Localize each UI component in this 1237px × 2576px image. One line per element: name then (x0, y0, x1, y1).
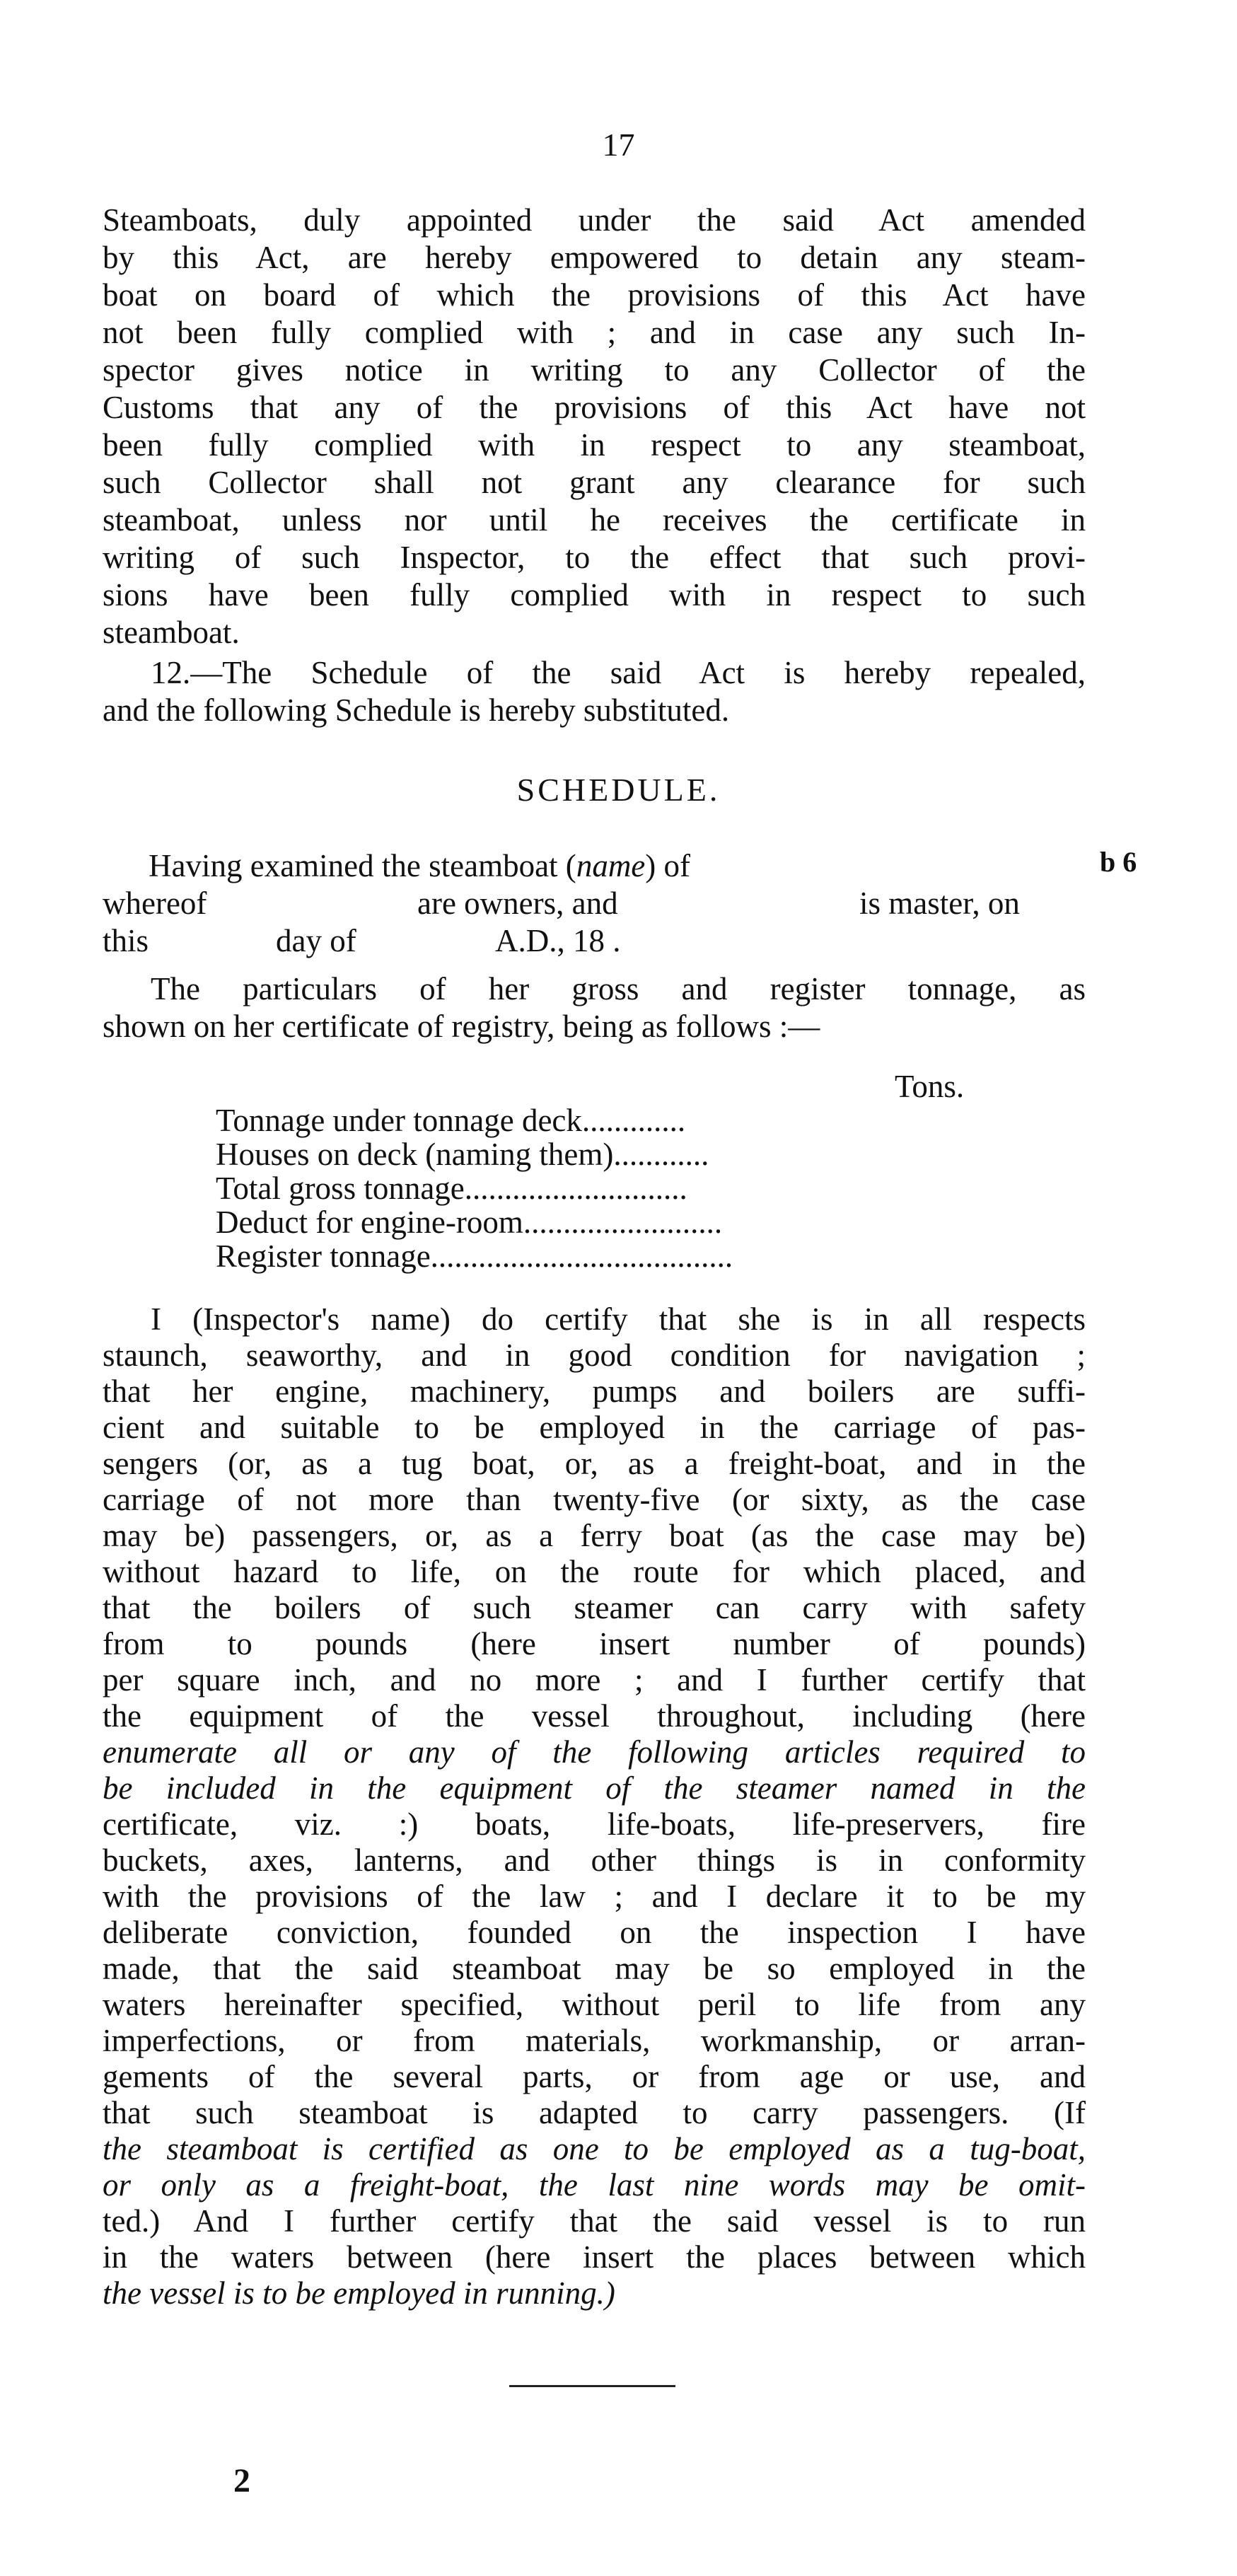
text-line: buckets, axes, lanterns, and other things is in conformity (103, 1843, 1086, 1878)
text-line: The particulars of her gross and register tonnage, as (151, 971, 1086, 1006)
text-line: cient and suitable to be employed in the carriage of pas- (103, 1410, 1086, 1445)
text-line: I (Inspector's name) do certify that she is in all respects (151, 1301, 1086, 1337)
text-line: waters hereinafter specified, without peril to life from any (103, 1987, 1086, 2022)
text-line: steamboat. (103, 615, 240, 650)
text-line: shown on her certificate of registry, being as follows :— (103, 1009, 820, 1044)
text-line: imperfections, or from materials, workmanship, or arran- (103, 2023, 1086, 2058)
text-line: the steamboat is certified as one to be employed as a tug-boat, (103, 2131, 1086, 2166)
text-line: ted.) And I further certify that the said vessel is to run (103, 2203, 1086, 2239)
tonnage-item: Houses on deck (naming them)............ (216, 1137, 709, 1172)
text-line: Steamboats, duly appointed under the said Act amended (103, 202, 1086, 238)
text-line: by this Act, are hereby empowered to detain any steam- (103, 240, 1086, 275)
text-line: such Collector shall not grant any clearance for such (103, 465, 1086, 500)
text-line: made, that the said steamboat may be so employed in the (103, 1951, 1086, 1986)
text-line: that such steamboat is adapted to carry passengers. (If (103, 2095, 1086, 2130)
form-text: Having examined the steamboat ( (149, 848, 576, 883)
text-line: may be) passengers, or, as a ferry boat (as the case may be) (103, 1518, 1086, 1553)
text-line: boat on board of which the provisions of this Act have (103, 277, 1086, 313)
text-line: steamboat, unless nor until he receives the certificate in (103, 502, 1086, 538)
tonnage-list (216, 1103, 733, 1273)
section-12 (103, 654, 1086, 729)
text-line: sions have been fully complied with in respect to such (103, 577, 1086, 613)
text-line: enumerate all or any of the following articles required to (103, 1734, 1086, 1770)
form-text: this (103, 923, 149, 958)
divider-rule (509, 2385, 675, 2387)
form-text: day of (276, 923, 356, 958)
tonnage-item: Register tonnage...................................... (216, 1238, 733, 1274)
text-line: writing of such Inspector, to the effect that such provi- (103, 540, 1086, 575)
text-line: and the following Schedule is hereby substituted. (103, 692, 730, 728)
text-line: spector gives notice in writing to any Collector of the (103, 352, 1086, 388)
text-line: with the provisions of the law ; and I declare it to be my (103, 1879, 1086, 1914)
tonnage-item: Deduct for engine-room......................... (216, 1205, 723, 1240)
text-line: certificate, viz. :) boats, life-boats, life-preservers, fire (103, 1806, 1086, 1842)
page-number: 17 (602, 127, 635, 163)
certification-paragraph (103, 1301, 1086, 2311)
text-line: or only as a freight-boat, the last nine words may be omit- (103, 2167, 1086, 2203)
text-line: sengers (or, as a tug boat, or, as a freight-boat, and in the (103, 1446, 1086, 1481)
form-text: is master, on (859, 886, 1020, 921)
margin-note: b 6 (1100, 846, 1137, 878)
text-line: that her engine, machinery, pumps and boilers are suffi- (103, 1374, 1086, 1409)
placeholder-name: name (576, 848, 646, 883)
text-line: Customs that any of the provisions of this Act have not (103, 390, 1086, 425)
form-text: A.D., 18 . (495, 923, 621, 958)
text-line: carriage of not more than twenty-five (or sixty, as the case (103, 1482, 1086, 1517)
form-text: whereof (103, 886, 207, 921)
section-11-continued (103, 202, 1086, 651)
text-line: gements of the several parts, or from age or use, and (103, 2059, 1086, 2094)
tonnage-item: Total gross tonnage............................ (216, 1171, 687, 1206)
form-text: are owners, and (417, 886, 618, 921)
text-line: the equipment of the vessel throughout, including (here (103, 1698, 1086, 1734)
form-line-1 (149, 847, 690, 883)
text-line: in the waters between (here insert the places between which (103, 2239, 1086, 2275)
text-line: be included in the equipment of the steamer named in the (103, 1770, 1086, 1806)
text-line: deliberate conviction, founded on the inspection I have (103, 1915, 1086, 1950)
text-line: 12.—The Schedule of the said Act is hereby repealed, (151, 655, 1086, 690)
tons-header: Tons. (895, 1069, 965, 1104)
text-line: staunch, seaworthy, and in good condition for navigation ; (103, 1338, 1086, 1373)
form-text: ) of (645, 848, 691, 883)
schedule-title: SCHEDULE. (516, 772, 721, 808)
text-line: the vessel is to be employed in running.) (103, 2275, 615, 2311)
tonnage-item: Tonnage under tonnage deck............. (216, 1103, 686, 1138)
text-line: without hazard to life, on the route for which placed, and (103, 1554, 1086, 1589)
text-line: from to pounds (here insert number of pounds) (103, 1626, 1086, 1661)
text-line: that the boilers of such steamer can carry with safety (103, 1590, 1086, 1625)
text-line: been fully complied with in respect to any steamboat, (103, 427, 1086, 463)
footer-mark: 2 (233, 2462, 250, 2500)
text-line: not been fully complied with ; and in case any such In- (103, 315, 1086, 350)
text-line: per square inch, and no more ; and I further certify that (103, 1662, 1086, 1698)
particulars-paragraph (103, 970, 1086, 1045)
